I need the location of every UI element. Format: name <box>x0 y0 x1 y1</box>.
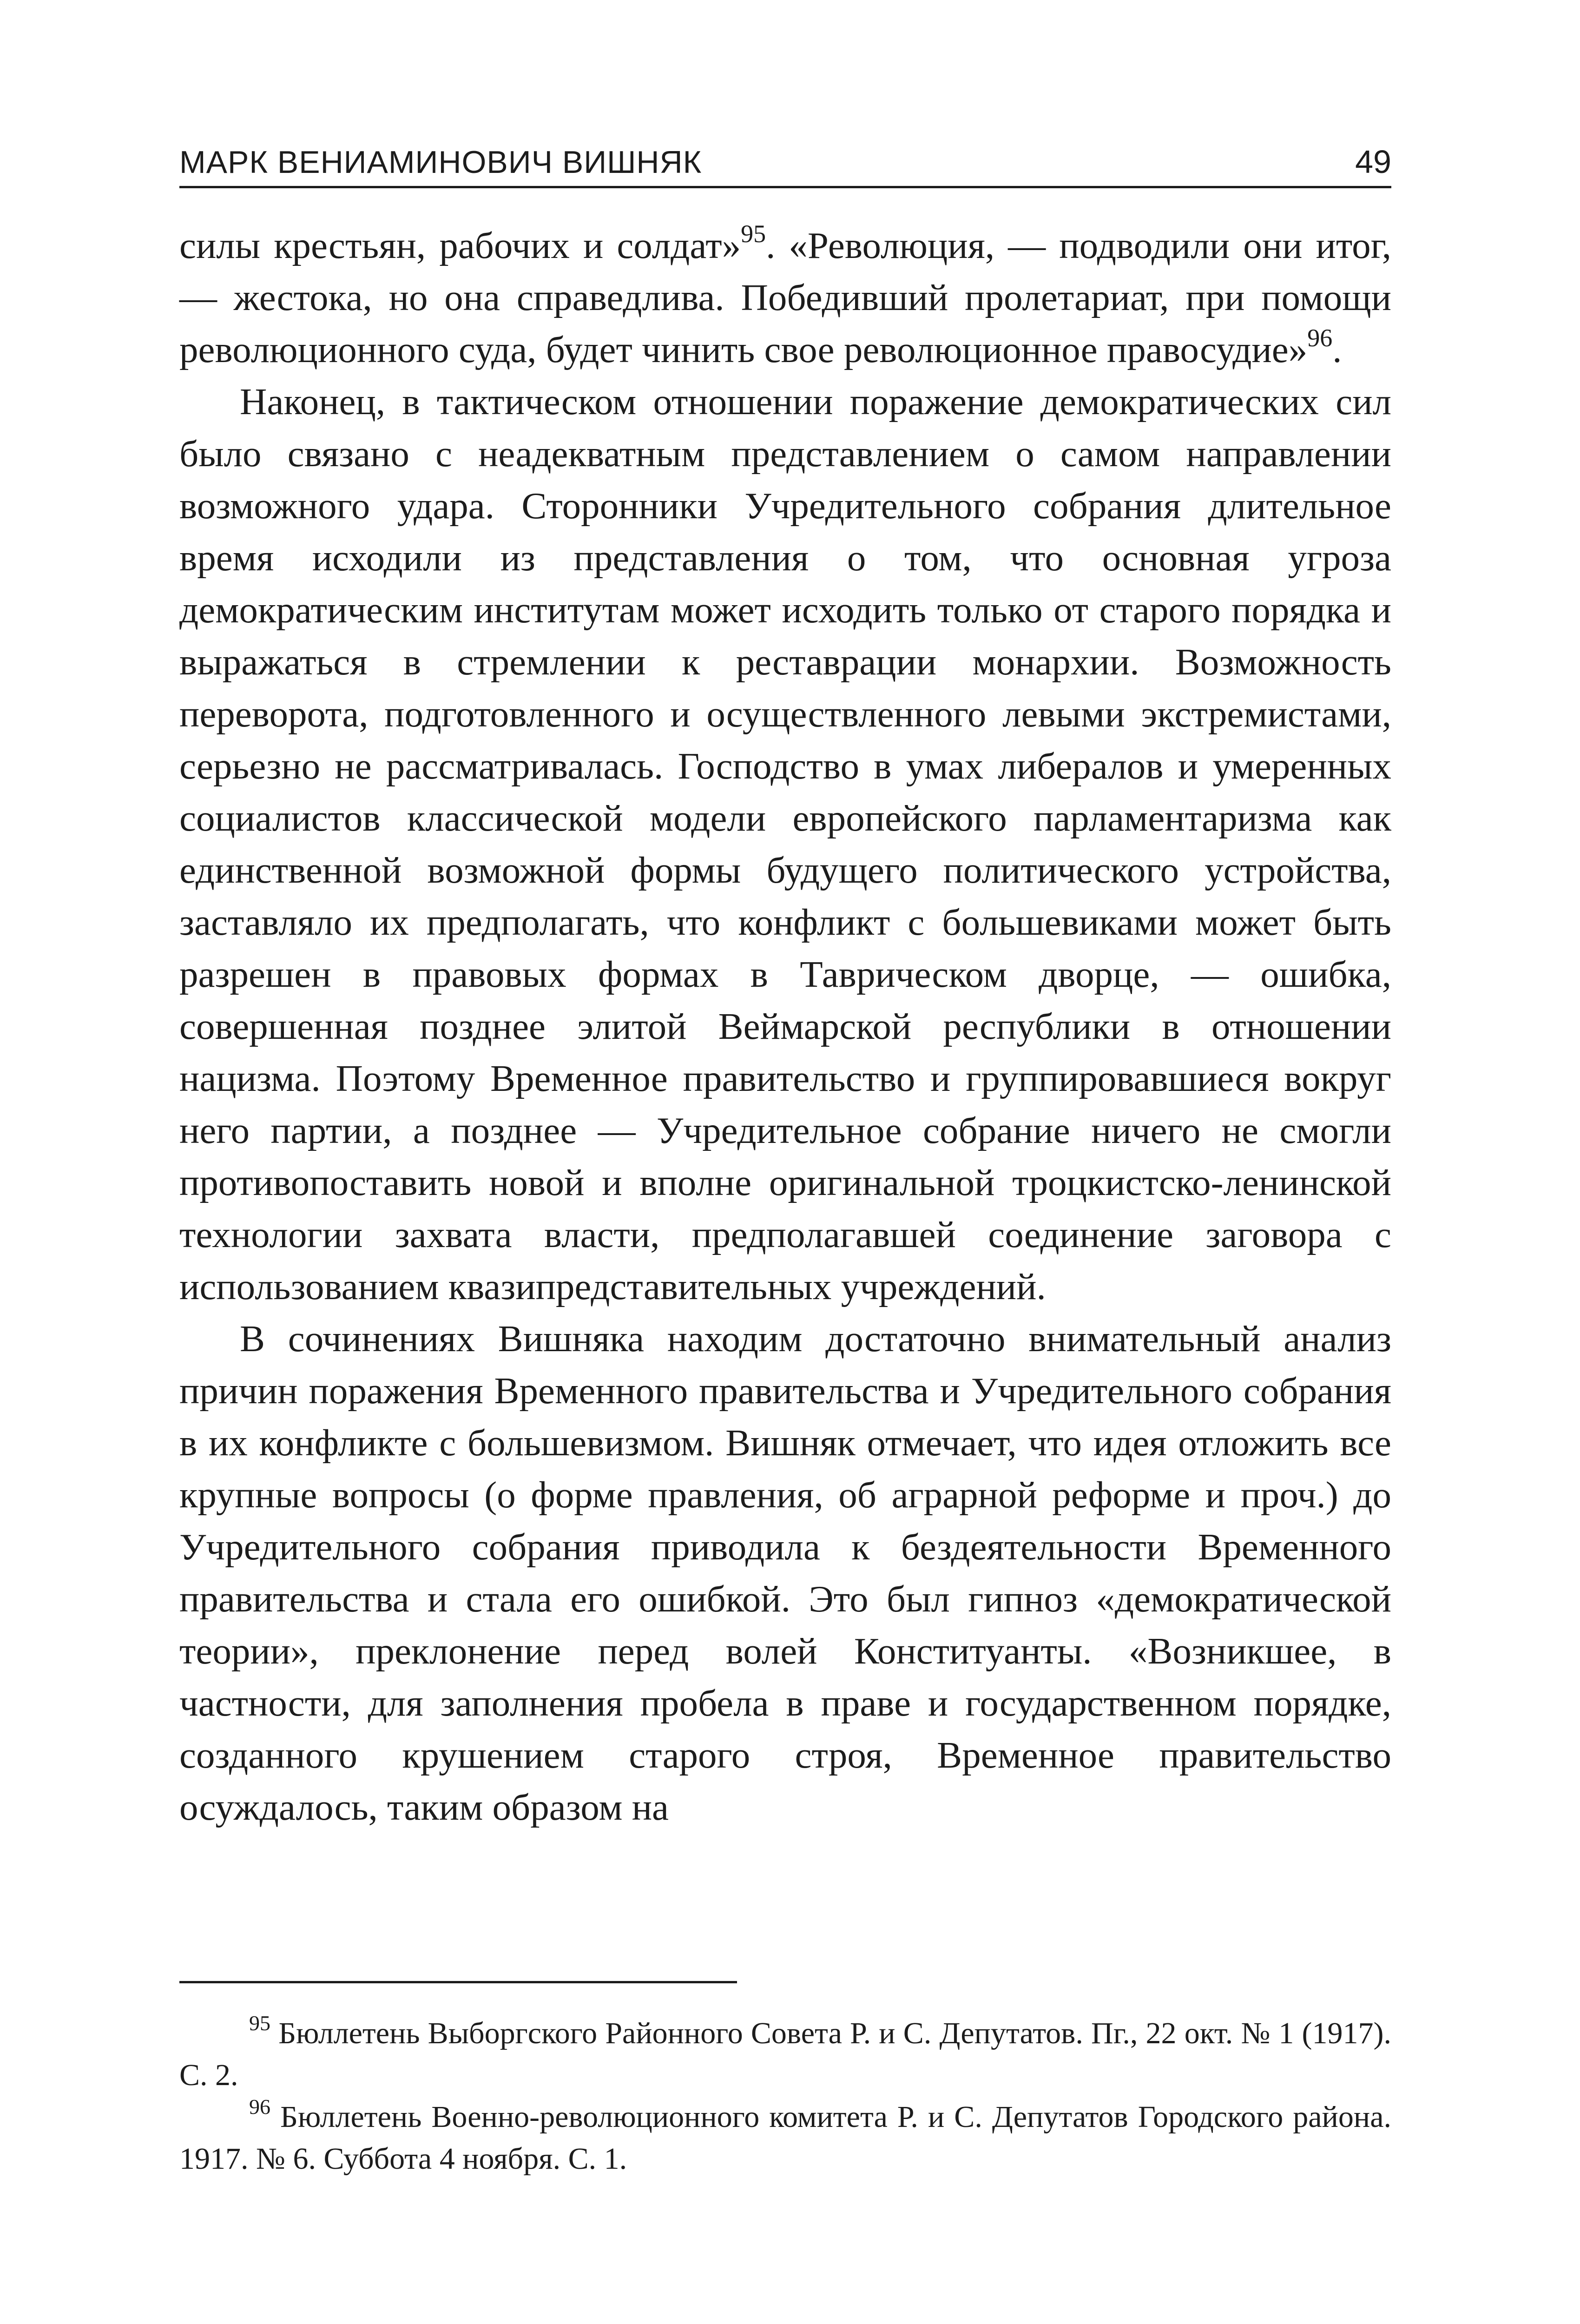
paragraph-2 <box>179 376 1391 1313</box>
text-segment: силы крестьян, рабочих и солдат» <box>179 224 741 266</box>
footnote-mark: 96 <box>249 2095 270 2119</box>
paragraph-3 <box>179 1313 1391 1833</box>
text-segment: Наконец, в тактическом отношении поражение демократических сил было связано с неадекватным представлением о самом направлении возможного удара. Сторонники Учредительного собрания длительное время исходили из представления о том, что основная угроза демократическим институтам может исходить только от старого порядка и выражаться в стремлении к реставрации монархии. Возможность переворота, подготовленного и осуществленного левыми экстремистами, серьезно не рассматривалась. Господство в умах либералов и умеренных социалистов классической модели европейского парламентаризма как единственной возможной формы будущего политического устройства, заставляло их предполагать, что конфликт с большевиками может быть разрешен в правовых формах в Таврическом дворце, — ошибка, совершенная позднее элитой Веймарской республики в отношении нацизма. Поэтому Временное правительство и группировавшиеся вокруг него партии, а позднее — Учредительное собрание ничего не смогли противопоставить новой и вполне оригинальной троцкистско-ленинской технологии захвата власти, предполагавшей соединение заговора с использованием квазипредставительных учреждений. <box>179 381 1391 1307</box>
main-text <box>179 219 1391 1833</box>
text-segment: В сочинениях Вишняка находим достаточно внимательный анализ причин поражения Временного правительства и Учредительного собрания в их конфликте с большевизмом. Вишняк отмечает, что идея отложить все крупные вопросы (о форме правления, об аграрной реформе и проч.) до Учредительного собрания приводила к бездеятельности Временного правительства и стала его ошибкой. Это был гипноз «демократической теории», преклонение перед волей Конституанты. «Возникшее, в частности, для заполнения пробела в праве и государственном порядке, созданного крушением старого строя, Временное правительство осуждалось, таким образом на <box>179 1318 1391 1828</box>
page-number: 49 <box>1355 144 1391 180</box>
running-header <box>179 139 1391 188</box>
footnote-separator <box>179 1981 737 1983</box>
footnotes <box>179 2013 1391 2180</box>
footnote-text: Бюллетень Военно-революционного комитета Р. и С. Депутатов Городского района. 1917. № 6. Суббота 4 ноября. С. 1. <box>179 2100 1391 2176</box>
footnote-ref-96: 96 <box>1307 324 1333 352</box>
running-title: МАРК ВЕНИАМИНОВИЧ ВИШНЯК <box>179 145 702 180</box>
text-segment: . <box>1332 329 1342 370</box>
footnote-96 <box>179 2096 1391 2180</box>
text-segment: . «Революция, — подводили они итог, — жестока, но она справедлива. Победивший пролетариат, при помощи революционного суда, будет чинить свое революционное правосудие» <box>179 224 1391 370</box>
footnote-ref-95: 95 <box>741 220 766 248</box>
footnote-text: Бюллетень Выборгского Районного Совета Р. и С. Депутатов. Пг., 22 окт. № 1 (1917). С. 2. <box>179 2016 1391 2092</box>
paragraph-1 <box>179 219 1391 376</box>
footnote-mark: 95 <box>249 2011 270 2035</box>
footnote-95 <box>179 2013 1391 2096</box>
